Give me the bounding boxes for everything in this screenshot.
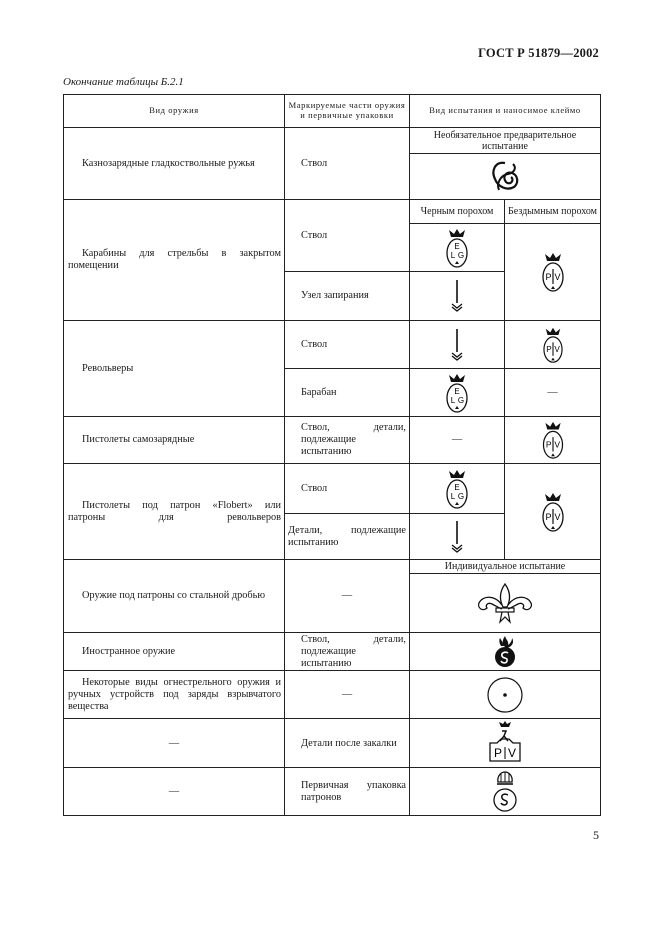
- mark-cell: [410, 633, 601, 671]
- mark-letter: L: [450, 395, 456, 405]
- table-row: [64, 417, 601, 464]
- table-row: [64, 464, 601, 514]
- mark-letter: V: [553, 272, 561, 282]
- smokeless-powder-header: Бездымным порохом: [505, 200, 601, 224]
- fleur-de-lis-mark-icon: [475, 581, 535, 625]
- table-caption: Окончание таблицы Б.2.1: [63, 76, 184, 88]
- document-header: ГОСТ Р 51879—2002: [478, 46, 599, 60]
- part-cell: Ствол: [285, 321, 410, 369]
- mark-cell: [505, 464, 601, 560]
- mark-cell: [410, 514, 505, 560]
- mark-letter: V: [553, 439, 560, 450]
- part-cell: Первичная упаковка патронов: [285, 768, 410, 816]
- table-row: [64, 768, 601, 816]
- mark-letter: P: [545, 439, 552, 450]
- mark-cell: [410, 321, 505, 369]
- crown-pv-rectangle-mark-icon: [485, 721, 525, 765]
- crown-elg-mark-icon: [445, 468, 469, 510]
- mark-cell: [410, 464, 505, 514]
- table-header-row: [64, 95, 601, 128]
- header-parts: Маркируемые части оружия и первичные упаковки: [285, 95, 410, 128]
- page-number: 5: [593, 828, 599, 842]
- mark-letter: V: [553, 344, 560, 354]
- part-cell: Узел запирания: [285, 272, 410, 321]
- mark-letter: E: [454, 241, 460, 251]
- part-cell: Детали после закалки: [285, 719, 410, 768]
- weapon-cell: Карабины для стрельбы в закрытом помещении: [64, 200, 285, 321]
- mark-letter: L: [450, 491, 456, 501]
- mark-letter: P: [545, 344, 552, 354]
- part-cell: Ствол: [285, 128, 410, 200]
- weapon-cell: Револьверы: [64, 321, 285, 417]
- mark-letter: G: [457, 250, 465, 260]
- monogram-mark-icon: [485, 157, 525, 197]
- weapon-cell: Пистолеты под патрон «Flobert» или патроны для револьверов: [64, 464, 285, 560]
- part-cell: —: [285, 671, 410, 719]
- mark-cell: [505, 417, 601, 464]
- mark-letter: P: [493, 746, 503, 761]
- mark-cell: [410, 574, 601, 633]
- weapon-cell: Оружие под патроны со стальной дробью: [64, 560, 285, 633]
- header-test: Вид испытания и наносимое клеймо: [410, 95, 601, 128]
- mark-letter: G: [457, 491, 465, 501]
- mark-letter: G: [457, 395, 465, 405]
- mark-letter: V: [507, 746, 517, 761]
- flaming-bomb-mark-icon: [493, 635, 517, 669]
- mark-cell: [505, 321, 601, 369]
- part-cell: Ствол, детали, подлежащие испытанию: [285, 417, 410, 464]
- mark-cell: [410, 272, 505, 321]
- part-cell: Барабан: [285, 369, 410, 417]
- mark-letter: P: [544, 511, 552, 522]
- part-cell: Ствол: [285, 200, 410, 272]
- crown-pv-mark-icon: [541, 420, 565, 460]
- mark-letter: L: [450, 250, 456, 260]
- proof-marks-table: [63, 94, 601, 816]
- table-row: [64, 719, 601, 768]
- table-row: [64, 671, 601, 719]
- circle-dot-mark-icon: [486, 676, 524, 714]
- arrow-mark-icon: [450, 278, 464, 314]
- test-type-cell: Необязательное предварительное испытание: [410, 128, 601, 154]
- crown-pv-mark-icon: [541, 326, 565, 364]
- part-cell: Ствол, детали, подлежащие испытанию: [285, 633, 410, 671]
- table-row: [64, 560, 601, 574]
- table-row: [64, 128, 601, 154]
- weapon-cell: —: [64, 768, 285, 816]
- crown-circle-mark-icon: [492, 770, 518, 814]
- mark-cell: [410, 768, 601, 816]
- mark-cell: [410, 671, 601, 719]
- weapon-cell: Пистолеты самозарядные: [64, 417, 285, 464]
- header-weapon: Вид оружия: [64, 95, 285, 128]
- mark-letter: P: [544, 272, 552, 282]
- mark-letter: V: [553, 511, 561, 522]
- crown-elg-mark-icon: [445, 227, 469, 269]
- arrow-mark-icon: [450, 327, 464, 363]
- weapon-cell: —: [64, 719, 285, 768]
- crown-elg-mark-icon: [445, 372, 469, 414]
- mark-cell: [410, 369, 505, 417]
- arrow-mark-icon: [450, 519, 464, 555]
- weapon-cell: Казнозарядные гладкоствольные ружья: [64, 128, 285, 200]
- part-cell: —: [285, 560, 410, 633]
- mark-letter: E: [454, 386, 460, 396]
- mark-cell: [505, 224, 601, 321]
- weapon-cell: Иностранное оружие: [64, 633, 285, 671]
- mark-letter: E: [454, 482, 460, 492]
- part-cell: Ствол: [285, 464, 410, 514]
- mark-cell: [410, 719, 601, 768]
- mark-cell: [410, 154, 601, 200]
- part-cell: Детали, подлежащие испытанию: [285, 514, 410, 560]
- dash-cell: —: [505, 369, 601, 417]
- table-row: [64, 633, 601, 671]
- table-row: [64, 321, 601, 369]
- test-type-cell: Индивидуальное испытание: [410, 560, 601, 574]
- table-row: [64, 200, 601, 224]
- weapon-cell: Некоторые виды огнестрельного оружия и ручных устройств под заряды взрывчатого вещества: [64, 671, 285, 719]
- crown-pv-mark-icon: [541, 491, 565, 533]
- black-powder-header: Черным порохом: [410, 200, 505, 224]
- dash-cell: —: [410, 417, 505, 464]
- mark-cell: [410, 224, 505, 272]
- crown-pv-mark-icon: [541, 251, 565, 293]
